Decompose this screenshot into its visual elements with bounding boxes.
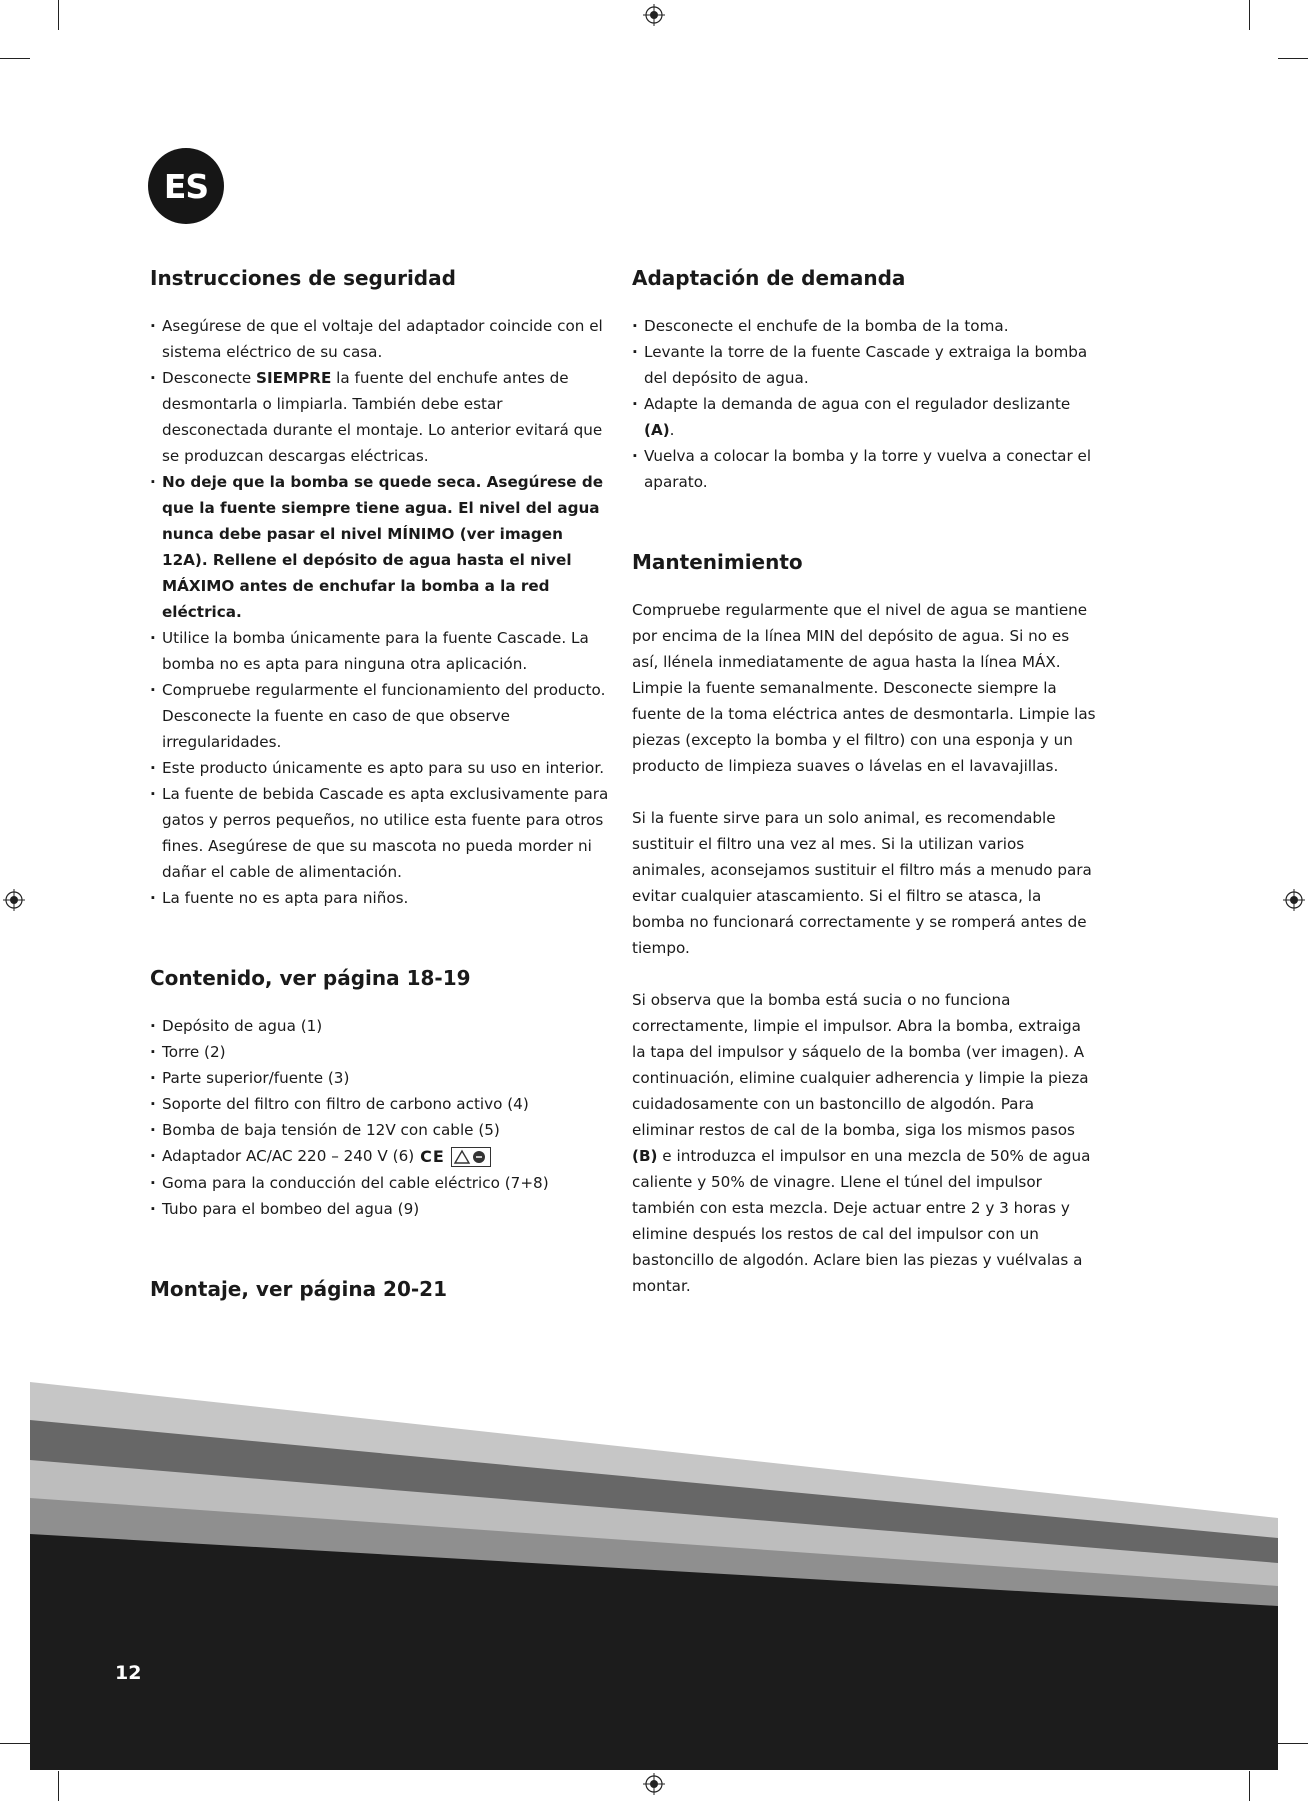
list-item: · Utilice la bomba únicamente para la fuente Cascade. La bomba no es apta para ninguna otra aplicación. [150,625,610,677]
list-item: · Este producto únicamente es apto para su uso en interior. [150,755,610,781]
list-item: · Vuelva a colocar la bomba y la torre y vuelva a conectar el aparato. [632,443,1097,495]
maintenance-paragraph [632,987,1097,1299]
registration-mark-icon [3,889,25,911]
list-item [150,365,610,469]
left-column [150,263,610,1304]
demand-heading: Adaptación de demanda [632,266,906,290]
maintenance-paragraph: Compruebe regularmente que el nivel de agua se mantiene por encima de la línea MIN del depósito de agua. Si no es así, llénela inmediatamente de agua hasta la línea MÁX. [632,601,1088,671]
list-item: · Bomba de baja tensión de 12V con cable (5) [150,1117,610,1143]
inline-text: Si observa que la bomba está sucia o no funciona correctamente, limpie el impulsor. Abra la bomba, extraiga la tapa del impulsor y sáquelo de la bomba (ver imagen). A continuación, elimine cualquier adherencia y limpie la pieza cuidadosamente con un bastoncillo de algodón. Para eliminar restos de cal de la bomba, siga los mismos pasos [632,991,1089,1139]
list-item: · Asegúrese de que el voltaje del adaptador coincide con el sistema eléctrico de su casa. [150,313,610,365]
list-item: · Tubo para el bombeo del agua (9) [150,1196,610,1222]
contents-list [150,1013,610,1222]
list-item: · No deje que la bomba se quede seca. Asegúrese de que la fuente siempre tiene agua. El nivel del agua nunca debe pasar el nivel MÍNIMO (ver imagen 12A). Rellene el depósito de agua hasta el nivel MÁXIMO antes de enchufar la bomba a la red eléctrica. [150,469,610,625]
list-item: · Goma para la conducción del cable eléctrico (7+8) [150,1170,610,1196]
inline-text: la fuente del enchufe antes de desmontarla o limpiarla. También debe estar desconectada durante el montaje. Lo anterior evitará que se produzcan descargas eléctricas. [162,369,603,465]
list-item: · Desconecte el enchufe de la bomba de la toma. [632,313,1097,339]
list-item: · Depósito de agua (1) [150,1013,610,1039]
crop-mark-top-left-v [58,0,59,30]
language-badge: ES [148,148,224,224]
inline-bold-text: (A) [644,421,670,439]
inline-text: . [669,421,675,439]
contents-heading: Contenido, ver página 18-19 [150,966,471,990]
inline-text: Adapte la demanda de agua con el regulador deslizante [644,395,1071,413]
list-item: · Soporte del filtro con filtro de carbono activo (4) [150,1091,610,1117]
maintenance-paragraph: Si la fuente sirve para un solo animal, es recomendable sustituir el filtro una vez al mes. Si la utilizan varios animales, aconsejamos sustituir el filtro más a menudo para evitar cualquier atascamiento. Si el filtro se atasca, la bomba no funcionará correctamente y se romperá antes de tiempo. [632,809,1092,957]
safety-heading: Instrucciones de seguridad [150,266,456,290]
assembly-heading: Montaje, ver página 20-21 [150,1276,447,1301]
crop-mark-top-right-v [1249,0,1250,30]
ce-mark-icon: CE [420,1146,445,1166]
inline-text: Adaptador AC/AC 220 – 240 V (6) [162,1147,415,1165]
inline-bold-text: SIEMPRE [256,369,332,387]
inline-bold-text: (B) [632,1147,658,1165]
inline-text: e introduzca el impulsor en una mezcla de 50% de agua caliente y 50% de vinagre. Llene el túnel del impulsor también con esta mezcla. Deje actuar entre 2 y 3 horas y elimine después los restos de cal del impulsor con un bastoncillo de algodón. Aclare bien las piezas y vuélvalas a montar. [632,1147,1091,1295]
maintenance-heading: Mantenimiento [632,550,803,574]
registration-mark-icon [643,4,665,26]
list-item: · La fuente no es apta para niños. [150,885,610,911]
page-number: 12 [115,1662,142,1684]
safety-list [150,313,610,911]
list-item: · Parte superior/fuente (3) [150,1065,610,1091]
crop-mark-top-right-h [1278,58,1308,59]
registration-mark-icon [1283,889,1305,911]
certification-marks [420,1144,491,1170]
list-item [632,391,1097,443]
list-item: · Torre (2) [150,1039,610,1065]
list-item: · La fuente de bebida Cascade es apta exclusivamente para gatos y perros pequeños, no utilice esta fuente para otros fines. Asegúrese de que su mascota no pueda morder ni dañar el cable de alimentación. [150,781,610,885]
right-column [632,263,1097,1299]
list-item [150,1143,610,1170]
demand-list [632,313,1097,495]
list-item: · Levante la torre de la fuente Cascade y extraiga la bomba del depósito de agua. [632,339,1097,391]
gs-safety-mark-icon [451,1147,491,1167]
crop-mark-top-left-h [0,58,30,59]
maintenance-paragraph: Limpie la fuente semanalmente. Desconecte siempre la fuente de la toma eléctrica antes de desmontarla. Limpie las piezas (excepto la bomba y el filtro) con una esponja y un producto de limpieza suaves o lávelas en el lavavajillas. [632,679,1096,775]
list-item: · Compruebe regularmente el funcionamiento del producto. Desconecte la fuente en caso de que observe irregularidades. [150,677,610,755]
inline-text: Desconecte [162,369,257,387]
footer-banner [0,1370,1308,1810]
